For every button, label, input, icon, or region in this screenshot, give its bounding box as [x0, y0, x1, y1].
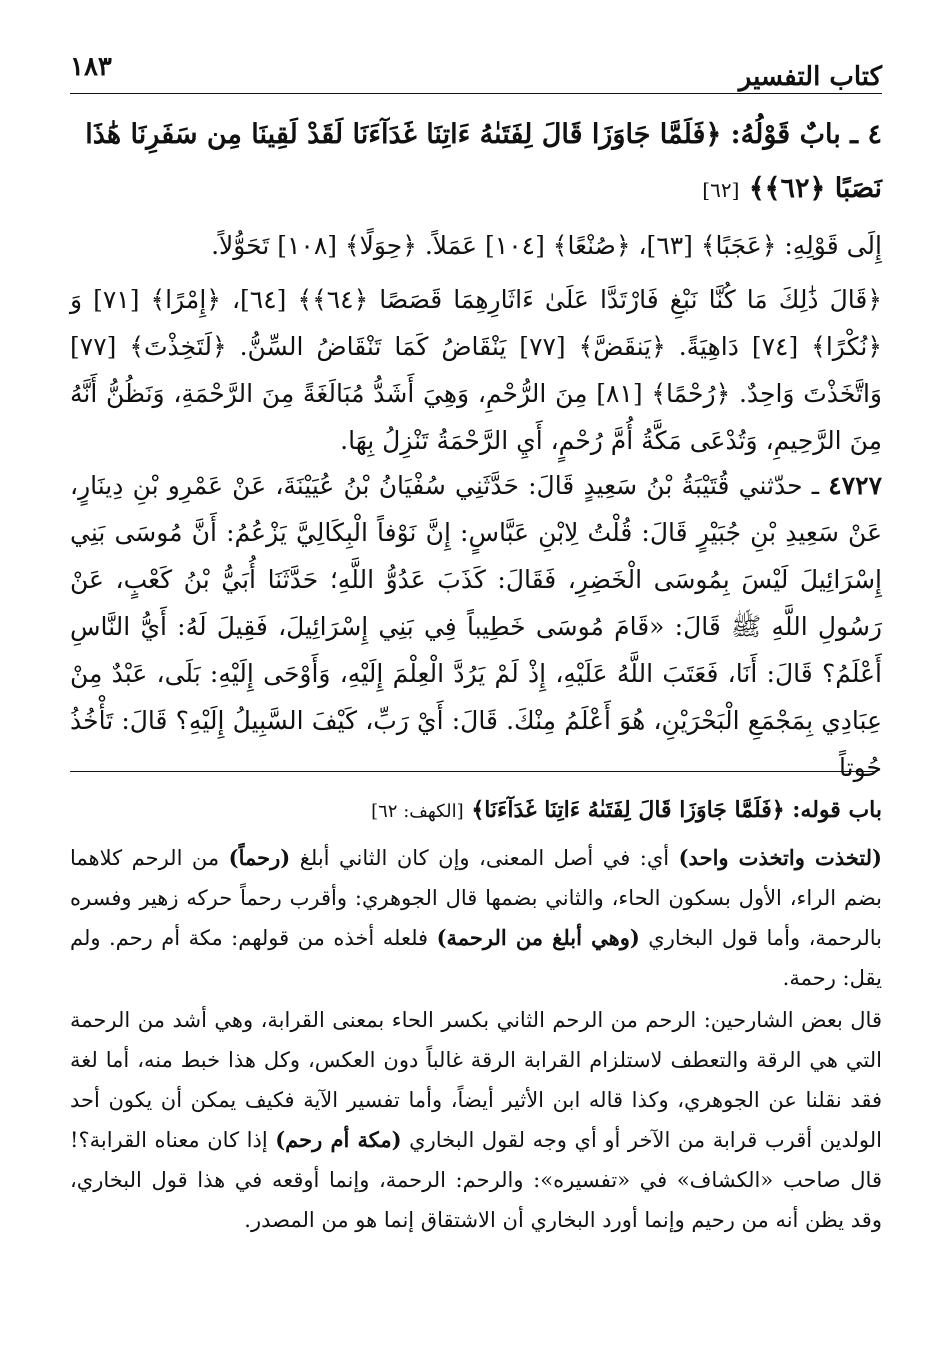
running-title: كتاب التفسير — [738, 62, 882, 92]
commentary-text: قال بعض الشارحين: الرحم من الرحم الثاني بكسر الحاء بمعنى القرابة، وهي أشد من الرحمة التي هي الرقة والتعطف لاستلزام القرابة الرقة غالباً دون العكس، وكل هذا خبط منه، أما لغة فقد نقلنا عن الجوهري، وكذا قاله ابن الأثير أيضاً، وأما تفسير الآية فكيف يمكن أن يكون أحد الولدين أقرب قرابة من الآخر أو أي وجه لقول البخاري — [70, 1008, 882, 1152]
hadith-text: ـ حدّثني قُتَيْبَةُ بْنُ سَعِيدٍ قَالَ: حَدَّثَنِي سُفْيَانُ بْنُ عُيَيْنَةَ، عَنْ عَمْرِو بْنِ دِينَارٍ، عَنْ سَعِيدِ بْنِ جُبَيْرٍ قَالَ: قُلْتُ لِابْنِ عَبَّاسٍ: إِنَّ نَوْفاً الْبِكَالِيَّ يَزْعُمُ: أَنَّ مُوسَى بَنِي إِسْرَائِيلَ لَيْسَ بِمُوسَى الْخَضِرِ، فَقَالَ: كَذَبَ عَدُوُّ اللَّهِ؛ حَدَّثَنَا أُبَيُّ بْنُ كَعْبٍ، عَنْ رَسُولِ اللَّهِ ﷺ قَالَ: «قَامَ مُوسَى خَطِيباً فِي بَنِي إِسْرَائِيلَ، فَقِيلَ لَهُ: أَيُّ النَّاسِ أَعْلَمُ؟ قَالَ: أَنَا، فَعَتَبَ اللَّهُ عَلَيْهِ، إِذْ لَمْ يَرُدَّ الْعِلْمَ إِلَيْهِ، وَأَوْحَى إِلَيْهِ: بَلَى، عَبْدٌ مِنْ عِبَادِي بِمَجْمَعِ الْبَحْرَيْنِ، هُوَ أَعْلَمُ مِنْكَ. قَالَ: أَيْ رَبِّ، كَيْفَ السَّبِيلُ إِلَيْهِ؟ قَالَ: تَأْخُذُ حُوتاً — [70, 471, 882, 782]
main-text-line: إِلَى قَوْلِهِ: ﴿عَجَبًا﴾ [٦٣]، ﴿صُنْعًا﴾ [١٠٤] عَمَلاً. ﴿حِوَلًا﴾ [١٠٨] تَحَوُّلاً. — [211, 231, 882, 260]
commentary-paragraph-2 — [70, 1000, 882, 1240]
commentary-title-ref: [الكهف: ٦٢] — [371, 801, 464, 822]
verse-reference: [٦٢] — [702, 178, 740, 202]
bold-term: (مكة أم رحم) — [275, 1127, 402, 1152]
header-divider — [70, 93, 882, 94]
commentary-title — [70, 790, 882, 832]
bold-term: (رحماً) — [228, 845, 291, 870]
hadith-number: ٤٧٢٧ — [828, 471, 882, 500]
bold-term: (وهي أبلغ من الرحمة) — [436, 925, 640, 950]
page-number: ١٨٣ — [70, 52, 112, 82]
commentary-text: إذا كان معناه القرابة؟! قال صاحب «الكشاف» في «تفسيره»: والرحم: الرحمة، وإنما أوقعه في هذا قول البخاري، وقد يظن أنه من رحيم وإنما أورد البخاري أن الاشتقاق إنما هو من المصدر. — [70, 1128, 882, 1232]
chapter-title — [70, 108, 882, 217]
commentary-text: من الرحم كلاهما بضم الراء، الأول بسكون الحاء، والثاني بضمها قال الجوهري: وأقرب رحماً حركه زهير وفسره بالرحمة، وأما قول البخاري — [70, 846, 882, 950]
footnote-divider — [70, 771, 874, 772]
bold-term: (لتخذت واتخذت واحد) — [678, 845, 882, 870]
main-text-paragraph: ﴿قَالَ ذَٰلِكَ مَا كُنَّا نَبْغِ فَارْتَدَّا عَلَىٰ ءَاثَارِهِمَا قَصَصًا ﴿٦٤﴾﴾ [٦٤]، ﴿إِمْرًا﴾ [٧١] وَ ﴿نُكْرًا﴾ [٧٤] دَاهِيَةً. ﴿يَنقَضَّ﴾ [٧٧] يَنْقَاضُ كَمَا تَنْقَاضُ السِّنُّ. ﴿لَتَخِذْتَ﴾ [٧٧] وَاتَّخَذْتَ وَاحِدٌ. ﴿رُحْمًا﴾ [٨١] مِنَ الرُّحْمِ، وَهِيَ أَشَدُّ مُبَالَغَةً مِنَ الرَّحْمَةِ، وَنَظُنُّ أَنَّهُ مِنَ الرَّحِيمِ، وَتُدْعَى مَكَّةُ أُمَّ رُحْمٍ، أَيِ الرَّحْمَةُ تَنْزِلُ بِهَا. — [70, 285, 882, 455]
commentary-title-text: باب قوله: ﴿فَلَمَّا جَاوَزَا قَالَ لِفَتَىٰهُ ءَاتِنَا غَدَآءَنَا﴾ — [471, 797, 882, 823]
commentary-text: فلعله أخذه من قولهم: مكة أم رحم. ولم يقل: رحمة. — [70, 926, 882, 990]
chapter-title-text: ٤ ـ بابٌ قَوْلُهُ: ﴿فَلَمَّا جَاوَزَا قَالَ لِفَتَىٰهُ ءَاتِنَا غَدَآءَنَا لَقَدْ لَقِينَا مِن سَفَرِنَا هَٰذَا نَصَبًا ﴿٦٢﴾﴾ — [85, 119, 882, 204]
commentary-paragraph-1 — [70, 838, 882, 998]
commentary-text: أي: في أصل المعنى، وإن كان الثاني أبلغ — [290, 846, 679, 870]
hadith — [70, 462, 882, 791]
text-line-1 — [70, 222, 882, 269]
page-header — [70, 52, 882, 94]
text-paragraph-2 — [70, 276, 882, 464]
